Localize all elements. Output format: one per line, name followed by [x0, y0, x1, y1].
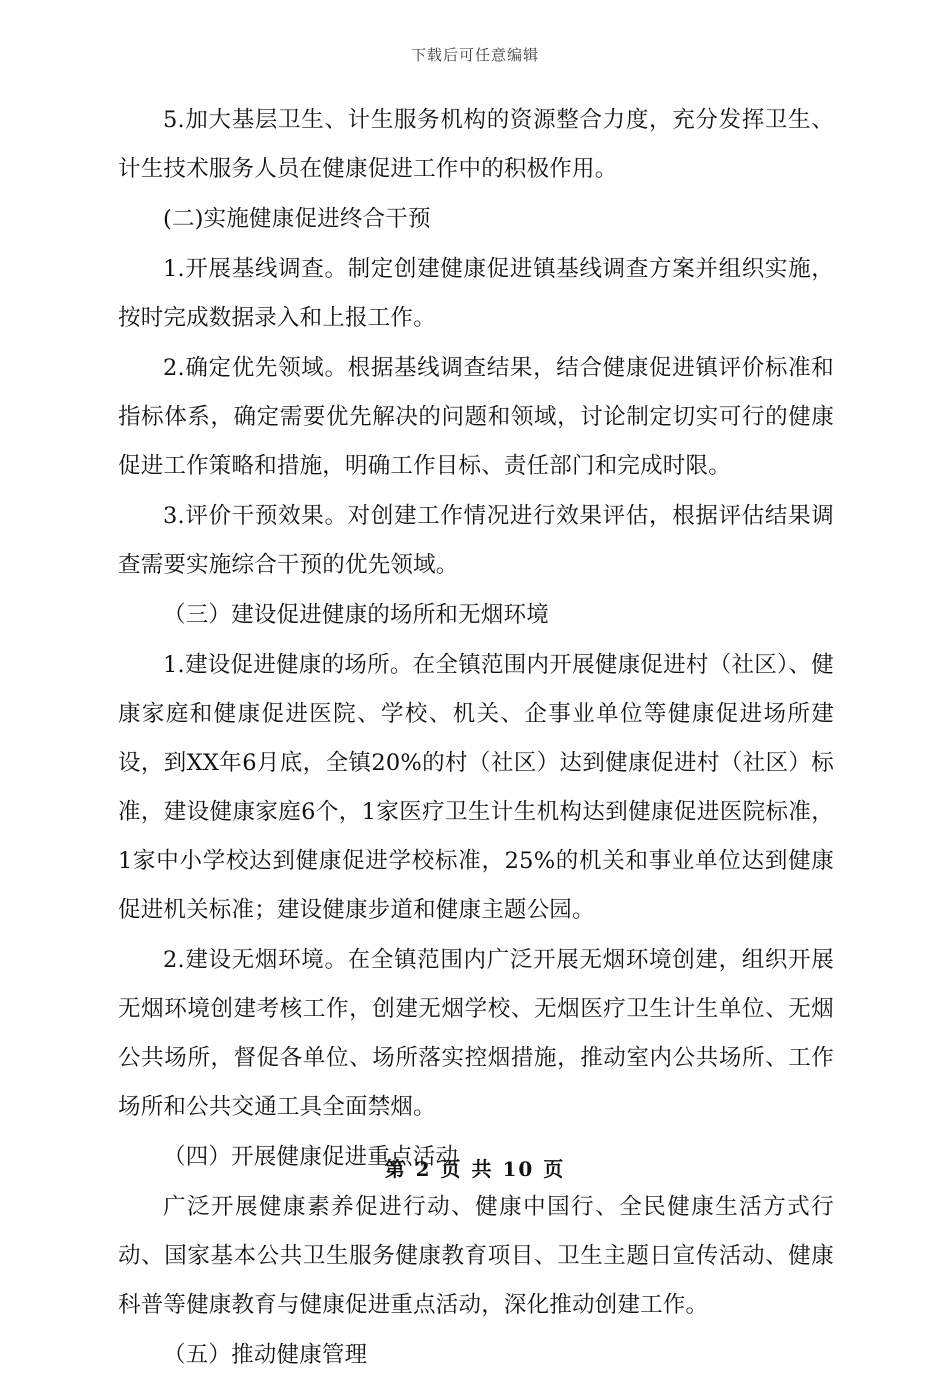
- paragraph: 广泛开展健康素养促进行动、健康中国行、全民健康生活方式行动、国家基本公共卫生服务健康教育项目、卫生主题日宣传活动、健康科普等健康教育与健康促进重点活动，深化推动创建工作。: [118, 1194, 834, 1318]
- page-footer: 第 2 页 共 10 页: [384, 1157, 566, 1181]
- paragraph: 3.评价干预效果。对创建工作情况进行效果评估，根据评估结果调查需要实施综合干预的优先领域。: [118, 503, 834, 578]
- paragraph: （四）开展健康促进重点活动: [163, 1144, 459, 1170]
- paragraph: 2.建设无烟环境。在全镇范围内广泛开展无烟环境创建，组织开展无烟环境创建考核工作，创建无烟学校、无烟医疗卫生计生单位、无烟公共场所，督促各单位、场所落实控烟措施，推动室内公共场所、工作场所和公共交通工具全面禁烟。: [118, 947, 834, 1120]
- page-header-note: 下载后可任意编辑: [410, 46, 539, 64]
- paragraph: （五）推动健康管理: [163, 1342, 368, 1368]
- paragraph: (二)实施健康促进终合干预: [163, 206, 431, 232]
- document-body: [118, 96, 834, 1381]
- paragraph: 2.确定优先领域。根据基线调查结果，结合健康促进镇评价标准和指标体系，确定需要优先解决的问题和领域，讨论制定切实可行的健康促进工作策略和措施，明确工作目标、责任部门和完成时限。: [118, 355, 834, 479]
- paragraph: 5.加大基层卫生、计生服务机构的资源整合力度，充分发挥卫生、计生技术服务人员在健康促进工作中的积极作用。: [118, 107, 834, 182]
- paragraph: （三）建设促进健康的场所和无烟环境: [163, 602, 549, 628]
- paragraph: 1.开展基线调查。制定创建健康促进镇基线调查方案并组织实施，按时完成数据录入和上报工作。: [118, 256, 834, 331]
- paragraph: 1.建设促进健康的场所。在全镇范围内开展健康促进村（社区）、健康家庭和健康促进医院、学校、机关、企事业单位等健康促进场所建设，到XX年6月底，全镇20%的村（社区）达到健康促进村（社区）标准，建设健康家庭6个，1家医疗卫生计生机构达到健康促进医院标准，1家中小学校达到健康促进学校标准，25%的机关和事业单位达到健康促进机关标准；建设健康步道和健康主题公园。: [118, 652, 834, 923]
